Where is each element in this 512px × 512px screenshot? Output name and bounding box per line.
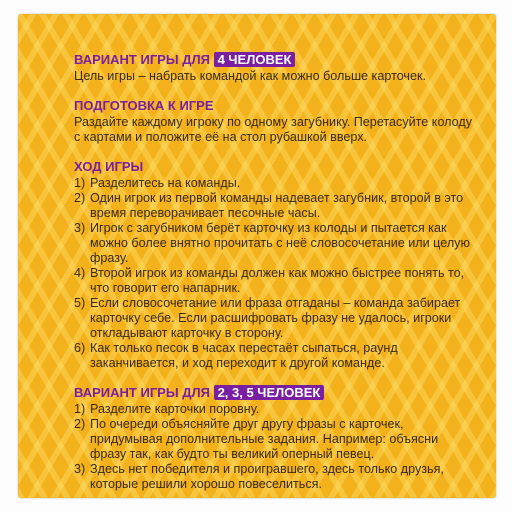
preparation-text: Раздайте каждому игроку по одному загубнику. Перетасуйте колоду с картами и положите её на стол рубашкой вверх.: [74, 115, 473, 144]
goal-text: Цель игры – набрать командой как можно больше карточек.: [74, 69, 426, 83]
list-item: 4) Второй игрок из команды должен как можно быстрее понять то, что говорит его напарник.: [74, 266, 465, 295]
players-badge-4: 4 ЧЕЛОВЕК: [214, 52, 296, 67]
game-flow-list: [74, 176, 474, 371]
list-item: 2) Один игрок из первой команды надевает загубник, второй в это время переворачивает песочные часы.: [74, 191, 464, 220]
players-badge-2-3-5: 2, 3, 5 ЧЕЛОВЕК: [214, 385, 325, 400]
list-item: 1) Разделитесь на команды.: [74, 176, 241, 190]
variant-2-3-5-heading: ВАРИАНТ ИГРЫ ДЛЯ 2, 3, 5 ЧЕЛОВЕК: [74, 385, 474, 401]
rules-content: [74, 52, 474, 492]
list-item: 5) Если словосочетание или фраза отгаданы – команда забирает карточку себе. Если расшифровать фразу не удалось, игроки откладывают карточку в сторону.: [74, 296, 461, 340]
list-item: 6) Как только песок в часах перестаёт сыпаться, раунд заканчивается, и ход переходит к другой команде.: [74, 341, 398, 370]
list-item: 3) Здесь нет победителя и проигравшего, здесь только друзья, которые решили хорошо повеселиться.: [74, 462, 444, 491]
preparation-heading: ПОДГОТОВКА К ИГРЕ: [74, 98, 214, 113]
list-item: 1) Разделите карточки поровну.: [74, 402, 260, 416]
variant-4-heading: ВАРИАНТ ИГРЫ ДЛЯ 4 ЧЕЛОВЕК: [74, 52, 474, 68]
list-item: 2) По очереди объясняйте друг другу фразы с карточек, придумывая дополнительные задания. Например: объясни фразу так, как будто ты великий оперный певец.: [74, 417, 439, 461]
variant-2-3-5-list: [74, 402, 474, 492]
game-flow-heading: ХОД ИГРЫ: [74, 159, 144, 174]
list-item: 3) Игрок с загубником берёт карточку из колоды и пытается как можно более внятно прочитать с неё словосочетание или целую фразу.: [74, 221, 470, 265]
